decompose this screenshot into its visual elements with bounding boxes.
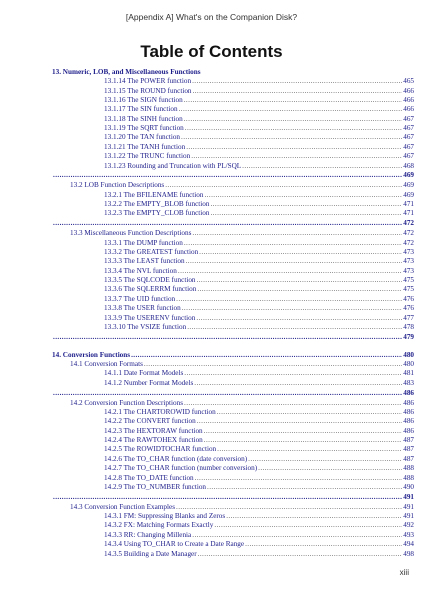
toc-entry-title: 14.1.2 Number Format Models bbox=[104, 378, 194, 387]
toc-entry-page: 469 bbox=[403, 171, 414, 180]
toc-entry-page: 469 bbox=[403, 190, 414, 199]
toc-entry-title: 13.1.14 The POWER function bbox=[104, 77, 192, 86]
toc-entry-page: 473 bbox=[403, 266, 414, 275]
toc-dot-leader bbox=[53, 333, 402, 342]
toc-entry-page: 477 bbox=[403, 313, 414, 322]
toc-entry-page: 467 bbox=[403, 152, 414, 161]
toc-entry-title: 14.2.2 The CONVERT function bbox=[104, 417, 196, 426]
toc-dot-leader bbox=[197, 285, 402, 294]
toc-dot-leader bbox=[176, 295, 402, 304]
toc-dot-leader bbox=[207, 483, 402, 492]
toc-dot-leader bbox=[176, 503, 402, 512]
toc-entry-title: 13.3.2 The GREATEST function bbox=[104, 248, 199, 257]
toc-entry[interactable] bbox=[52, 351, 414, 360]
toc-entry-page: 465 bbox=[403, 77, 414, 86]
toc-entry[interactable] bbox=[104, 209, 414, 218]
toc-entry-page: 493 bbox=[403, 530, 414, 539]
toc-entry-title: 14.3.3 RR: Changing Millenia bbox=[104, 530, 192, 539]
toc-entry-title: 13.1.22 The TRUNC function bbox=[104, 152, 191, 161]
toc-entry[interactable] bbox=[104, 162, 414, 171]
toc-dot-leader bbox=[245, 540, 402, 549]
toc-dot-leader bbox=[53, 171, 402, 180]
toc-dot-leader bbox=[184, 96, 402, 105]
toc-entry-title: 13.3 Miscellaneous Function Descriptions bbox=[70, 229, 192, 238]
toc-dot-leader bbox=[53, 219, 402, 228]
toc-dot-leader bbox=[210, 200, 402, 209]
toc-dot-leader bbox=[184, 369, 402, 378]
toc-entry-title: 13.2.3 The EMPTY_CLOB function bbox=[104, 209, 210, 218]
toc-entry[interactable] bbox=[104, 455, 414, 464]
toc-entry-title: 13.3.3 The LEAST function bbox=[104, 257, 185, 266]
toc-entry[interactable] bbox=[104, 105, 414, 114]
toc-entry-page: 480 bbox=[403, 350, 414, 359]
toc-entry-title: 13.3.1 The DUMP function bbox=[104, 238, 183, 247]
toc-entry-page: 486 bbox=[403, 388, 414, 397]
toc-entry[interactable] bbox=[104, 200, 414, 209]
toc-dot-leader bbox=[196, 314, 402, 323]
toc-entry[interactable] bbox=[104, 285, 414, 294]
toc-dot-leader bbox=[186, 257, 403, 266]
toc-dot-leader bbox=[204, 427, 403, 436]
toc-dot-leader bbox=[184, 115, 402, 124]
toc-entry[interactable] bbox=[104, 521, 414, 530]
toc-entry-title: 13.2 LOB Function Descriptions bbox=[70, 181, 165, 190]
toc-entry-title: 13.2.2 The EMPTY_BLOB function bbox=[104, 200, 210, 209]
toc-entry-page: 488 bbox=[403, 464, 414, 473]
toc-separator bbox=[52, 333, 414, 342]
toc-dot-leader bbox=[197, 276, 403, 285]
toc-entry-title: 14.3 Conversion Function Examples bbox=[70, 502, 176, 511]
toc-dot-leader bbox=[248, 455, 402, 464]
toc-entry[interactable] bbox=[70, 229, 414, 238]
toc-entry-title: 13.3.5 The SQLCODE function bbox=[104, 276, 196, 285]
toc-entry-title: 13.3.10 The VSIZE function bbox=[104, 322, 187, 331]
toc-entry-title: 13.3.4 The NVL function bbox=[104, 266, 177, 275]
toc-dot-leader bbox=[198, 550, 403, 559]
toc-dot-leader bbox=[186, 143, 402, 152]
toc-entry-title: 14.2.6 The TO_CHAR function (date conversion) bbox=[104, 454, 248, 463]
toc-entry-title: 14.3.2 FX: Matching Formats Exactly bbox=[104, 521, 214, 530]
toc-entry-page: 487 bbox=[403, 445, 414, 454]
toc-entry-title: 14. Conversion Functions bbox=[52, 350, 131, 359]
toc-dot-leader bbox=[192, 77, 402, 86]
toc-entry[interactable] bbox=[104, 267, 414, 276]
toc-dot-leader bbox=[242, 162, 402, 171]
toc-dot-leader bbox=[217, 445, 402, 454]
toc-entry-title: 14.2.7 The TO_CHAR function (number conversion) bbox=[104, 464, 258, 473]
toc-dot-leader bbox=[192, 229, 402, 238]
toc-dot-leader bbox=[53, 493, 402, 502]
toc-entry-title: 13. Numeric, LOB, and Miscellaneous Functions bbox=[52, 68, 201, 76]
toc-entry-title: 14.1 Conversion Formats bbox=[70, 360, 143, 369]
toc-entry-page: 491 bbox=[403, 512, 414, 521]
toc-entry-page: 469 bbox=[403, 181, 414, 190]
toc-entry[interactable] bbox=[104, 248, 414, 257]
toc-entry-page: 492 bbox=[403, 521, 414, 530]
toc-dot-leader bbox=[195, 474, 403, 483]
toc-entry-title: 13.1.17 The SIN function bbox=[104, 105, 178, 114]
toc-entry[interactable] bbox=[104, 512, 414, 521]
toc-entry[interactable] bbox=[104, 417, 414, 426]
toc-entry-page: 471 bbox=[403, 209, 414, 218]
toc-entry-page: 486 bbox=[403, 408, 414, 417]
toc-dot-leader bbox=[193, 87, 403, 96]
toc-entry[interactable] bbox=[104, 314, 414, 323]
toc-dot-leader bbox=[165, 181, 402, 190]
toc-entry-page: 471 bbox=[403, 200, 414, 209]
toc-entry-title: 14.2.8 The TO_DATE function bbox=[104, 473, 194, 482]
toc-entry-page: 476 bbox=[403, 304, 414, 313]
toc-dot-leader bbox=[182, 304, 402, 313]
toc-entry-page: 466 bbox=[403, 86, 414, 95]
toc-dot-leader bbox=[184, 239, 402, 248]
toc-entry[interactable] bbox=[104, 191, 414, 200]
toc-entry-title: 14.2.1 The CHARTOROWID function bbox=[104, 408, 216, 417]
toc-entry[interactable] bbox=[104, 445, 414, 454]
toc-dot-leader bbox=[53, 389, 402, 398]
toc-separator bbox=[52, 219, 414, 228]
toc-entry-title: 14.1.1 Date Format Models bbox=[104, 369, 184, 378]
toc-entry[interactable] bbox=[104, 87, 414, 96]
toc-dot-leader bbox=[258, 464, 402, 473]
toc-entry[interactable] bbox=[104, 152, 414, 161]
toc-entry-page: 467 bbox=[403, 114, 414, 123]
toc-entry[interactable] bbox=[104, 540, 414, 549]
toc-entry-page: 494 bbox=[403, 540, 414, 549]
toc-entry[interactable] bbox=[104, 436, 414, 445]
toc-entry-title: 13.1.16 The SIGN function bbox=[104, 96, 183, 105]
toc-separator bbox=[52, 389, 414, 398]
toc-entry-page: 475 bbox=[403, 285, 414, 294]
toc-entry[interactable] bbox=[104, 257, 414, 266]
toc-entry-page: 473 bbox=[403, 257, 414, 266]
toc-entry-title: 13.1.18 The SINH function bbox=[104, 114, 183, 123]
toc-entry-page: 487 bbox=[403, 436, 414, 445]
toc-entry[interactable] bbox=[104, 323, 414, 332]
page-title: Table of Contents bbox=[140, 42, 283, 61]
toc-dot-leader bbox=[204, 191, 402, 200]
toc-entry-title: 13.3.8 The USER function bbox=[104, 304, 181, 313]
toc-entry[interactable] bbox=[104, 483, 414, 492]
toc-entry[interactable] bbox=[104, 531, 414, 540]
toc-entry[interactable] bbox=[104, 304, 414, 313]
toc-dot-leader bbox=[187, 323, 402, 332]
toc-separator bbox=[52, 171, 414, 180]
toc-entry-page: 498 bbox=[403, 549, 414, 558]
toc-entry[interactable] bbox=[104, 427, 414, 436]
toc-entry[interactable] bbox=[104, 124, 414, 133]
toc-entry-title: 14.2.4 The RAWTOHEX function bbox=[104, 436, 203, 445]
toc-dot-leader bbox=[197, 417, 402, 426]
toc-dot-leader bbox=[178, 267, 402, 276]
toc-dot-leader bbox=[192, 531, 402, 540]
toc-entry-page: 472 bbox=[403, 238, 414, 247]
toc-entry-title: 14.3.5 Building a Date Manager bbox=[104, 549, 197, 558]
toc-entry[interactable] bbox=[104, 143, 414, 152]
toc-entry-title: 13.1.15 The ROUND function bbox=[104, 86, 192, 95]
toc-entry-title: 13.1.21 The TANH function bbox=[104, 142, 186, 151]
toc-dot-leader bbox=[194, 379, 402, 388]
toc-entry[interactable] bbox=[104, 550, 414, 559]
toc-entry-title: 14.3.1 FM: Suppressing Blanks and Zeros bbox=[104, 512, 226, 521]
toc-entry-title: 13.1.23 Rounding and Truncation with PL/SQL bbox=[104, 161, 242, 170]
toc-dot-leader bbox=[191, 152, 402, 161]
toc-dot-leader bbox=[184, 399, 402, 408]
toc-dot-leader bbox=[185, 124, 402, 133]
toc-dot-leader bbox=[204, 436, 402, 445]
toc-entry-title: 13.3.9 The USERENV function bbox=[104, 313, 196, 322]
toc-entry-title: 14.2.5 The ROWIDTOCHAR function bbox=[104, 445, 217, 454]
toc-entry[interactable] bbox=[104, 408, 414, 417]
toc-entry[interactable] bbox=[104, 96, 414, 105]
toc-entry-page: 466 bbox=[403, 96, 414, 105]
toc-entry[interactable] bbox=[104, 379, 414, 388]
toc-entry-title: 13.3.7 The UID function bbox=[104, 294, 176, 303]
toc-dot-leader bbox=[144, 360, 402, 369]
toc-entry-title: 13.3.6 The SQLERRM function bbox=[104, 285, 197, 294]
toc-entry-page: 475 bbox=[403, 276, 414, 285]
toc-entry[interactable] bbox=[70, 360, 414, 369]
page-number: xiii bbox=[399, 568, 409, 577]
toc-entry[interactable] bbox=[104, 115, 414, 124]
toc-entry[interactable] bbox=[104, 464, 414, 473]
toc-dot-leader bbox=[210, 209, 402, 218]
toc-entry-page: 478 bbox=[403, 322, 414, 331]
toc-entry-page: 483 bbox=[403, 378, 414, 387]
running-header: [Appendix A] What's on the Companion Disk? bbox=[125, 12, 298, 22]
toc-entry[interactable] bbox=[52, 68, 414, 77]
toc-entry-page: 476 bbox=[403, 294, 414, 303]
toc-entry[interactable] bbox=[70, 399, 414, 408]
toc-entry-page: 467 bbox=[403, 142, 414, 151]
toc-entry-page: 488 bbox=[403, 473, 414, 482]
toc-entry-page: 490 bbox=[403, 482, 414, 491]
toc-entry[interactable] bbox=[70, 181, 414, 190]
toc-entry-page: 486 bbox=[403, 426, 414, 435]
toc-entry-title: 14.2.3 The HEXTORAW function bbox=[104, 426, 203, 435]
toc-entry[interactable] bbox=[104, 474, 414, 483]
toc-entry-title: 14.3.4 Using TO_CHAR to Create a Date Range bbox=[104, 540, 245, 549]
toc-entry[interactable] bbox=[70, 503, 414, 512]
toc-entry-page: 468 bbox=[403, 161, 414, 170]
toc-entry-title: 14.2 Conversion Function Descriptions bbox=[70, 398, 183, 407]
toc-entry-page: 467 bbox=[403, 133, 414, 142]
toc-dot-leader bbox=[199, 248, 402, 257]
toc-entry-title: 13.2.1 The BFILENAME function bbox=[104, 190, 204, 199]
toc-entry-page: 481 bbox=[403, 369, 414, 378]
toc-dot-leader bbox=[181, 133, 402, 142]
toc-dot-leader bbox=[226, 512, 402, 521]
toc-entry[interactable] bbox=[104, 295, 414, 304]
toc-dot-leader bbox=[217, 408, 403, 417]
toc-entry-page: 472 bbox=[403, 229, 414, 238]
toc-entry-page: 486 bbox=[403, 417, 414, 426]
toc-dot-leader bbox=[214, 521, 402, 530]
toc-entry[interactable] bbox=[104, 276, 414, 285]
toc-entry-page: 467 bbox=[403, 124, 414, 133]
toc-entry-page: 473 bbox=[403, 248, 414, 257]
toc-entry[interactable] bbox=[104, 133, 414, 142]
toc-dot-leader bbox=[179, 105, 403, 114]
toc-entry-page: 480 bbox=[403, 360, 414, 369]
toc-entry-page: 491 bbox=[403, 502, 414, 511]
toc-entry-page: 491 bbox=[403, 492, 414, 501]
toc-dot-leader bbox=[131, 351, 402, 360]
toc-entry-title: 14.2.9 The TO_NUMBER function bbox=[104, 482, 207, 491]
toc-entry[interactable] bbox=[104, 369, 414, 378]
toc-entry[interactable] bbox=[104, 77, 414, 86]
toc-entry-page: 487 bbox=[403, 454, 414, 463]
toc-entry-title: 13.1.20 The TAN function bbox=[104, 133, 181, 142]
toc-entry-title: 13.1.19 The SQRT function bbox=[104, 124, 184, 133]
toc-entry-page: 479 bbox=[403, 332, 414, 341]
toc-entry-page: 472 bbox=[403, 219, 414, 228]
toc-separator bbox=[52, 493, 414, 502]
toc-entry-page: 486 bbox=[403, 398, 414, 407]
toc-entry-page: 466 bbox=[403, 105, 414, 114]
toc-entry[interactable] bbox=[104, 239, 414, 248]
